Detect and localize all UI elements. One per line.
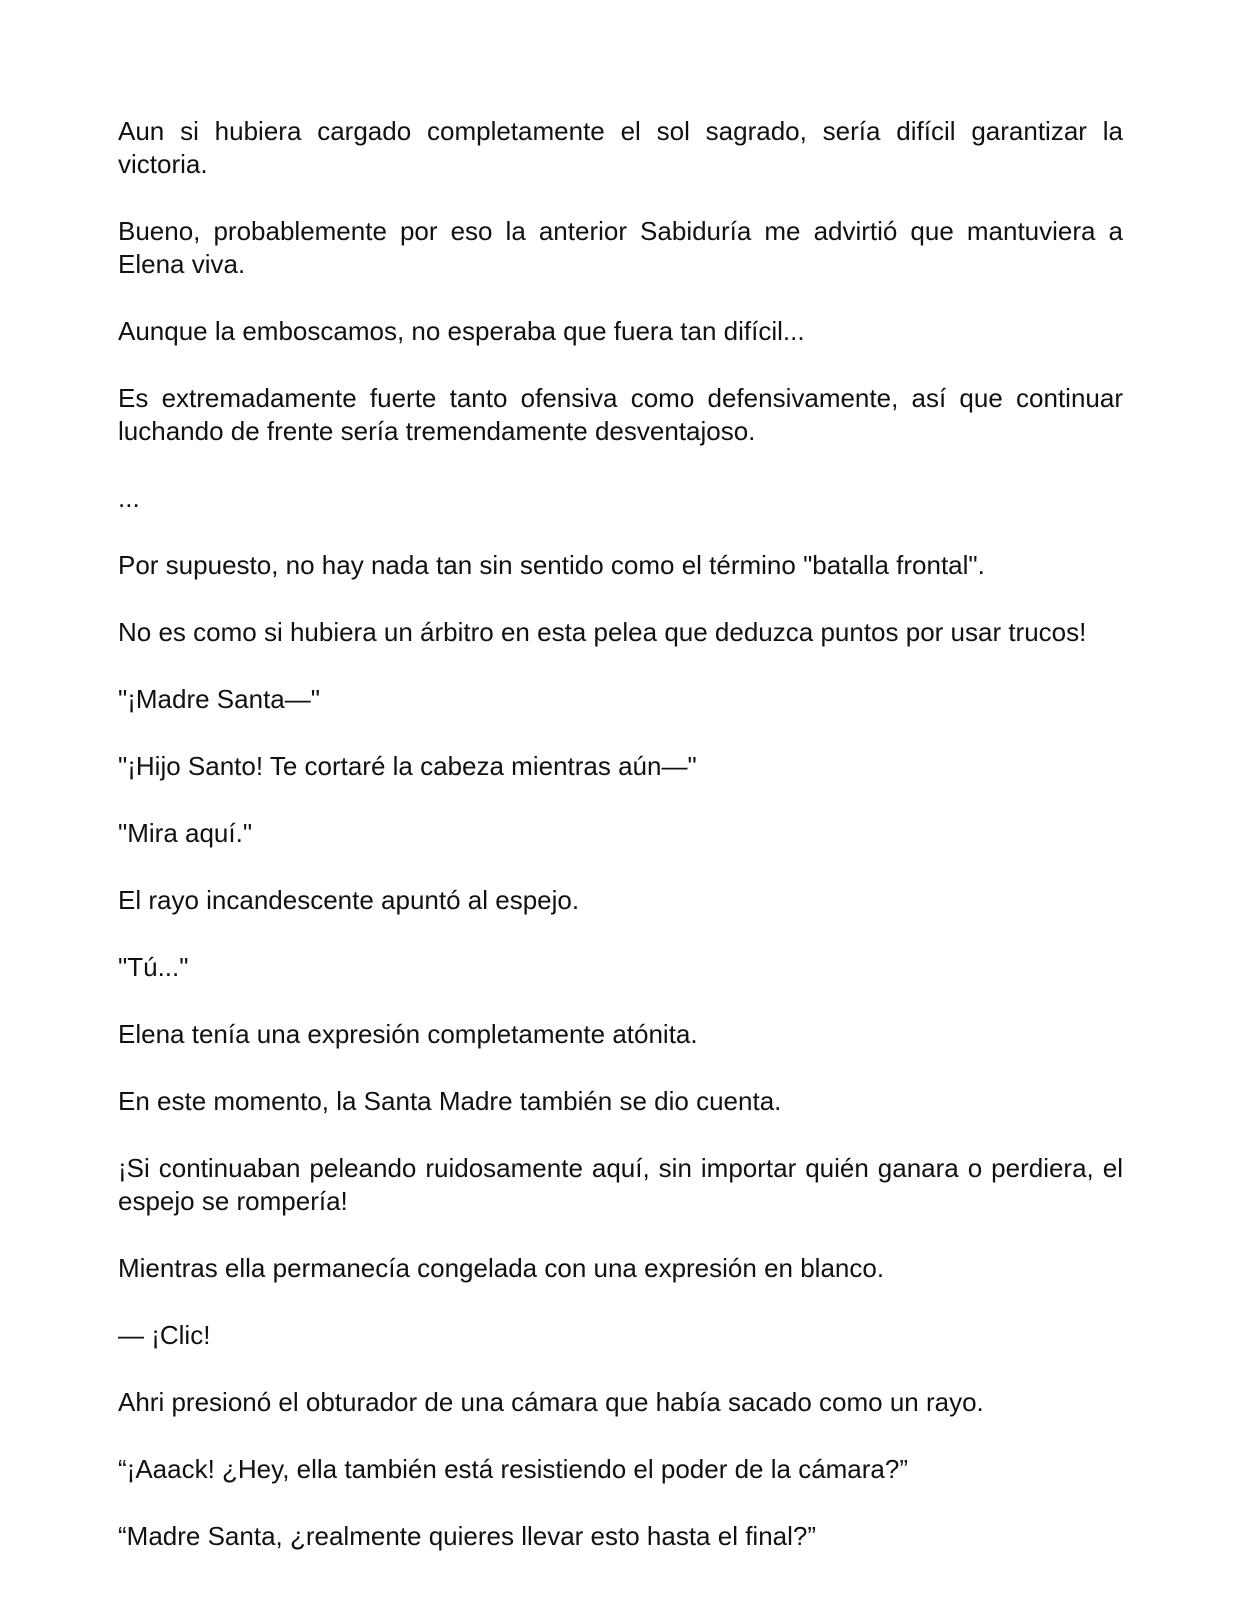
paragraph-3: Aunque la emboscamos, no esperaba que fuera tan difícil... xyxy=(118,316,805,346)
paragraph-20: “Madre Santa, ¿realmente quieres llevar esto hasta el final?” xyxy=(118,1521,817,1551)
paragraph-14: En este momento, la Santa Madre también se dio cuenta. xyxy=(118,1086,782,1116)
paragraph-6: Por supuesto, no hay nada tan sin sentido como el término "batalla frontal". xyxy=(118,550,985,580)
paragraph-7: No es como si hubiera un árbitro en esta pelea que deduzca puntos por usar trucos! xyxy=(118,617,1087,647)
paragraph-10: "Mira aquí." xyxy=(118,818,253,848)
paragraph-18: Ahri presionó el obturador de una cámara que había sacado como un rayo. xyxy=(118,1387,984,1417)
paragraph-17: — ¡Clic! xyxy=(118,1320,211,1350)
paragraph-12: "Tú..." xyxy=(118,952,189,982)
paragraph-8: "¡Madre Santa—" xyxy=(118,684,320,714)
paragraph-9: "¡Hijo Santo! Te cortaré la cabeza mientras aún—" xyxy=(118,751,697,781)
paragraph-13: Elena tenía una expresión completamente atónita. xyxy=(118,1019,698,1049)
paragraph-15: ¡Si continuaban peleando ruidosamente aquí, sin importar quién ganara o perdiera, el espejo se rompería! xyxy=(118,1153,1123,1216)
paragraph-11: El rayo incandescente apuntó al espejo. xyxy=(118,885,580,915)
paragraph-19: “¡Aaack! ¿Hey, ella también está resistiendo el poder de la cámara?” xyxy=(118,1454,909,1484)
paragraph-16: Mientras ella permanecía congelada con una expresión en blanco. xyxy=(118,1253,885,1283)
paragraph-4: Es extremadamente fuerte tanto ofensiva como defensivamente, así que continuar luchando de frente sería tremendamente desventajoso. xyxy=(118,383,1123,446)
paragraph-5: ... xyxy=(118,483,140,513)
document-page xyxy=(118,115,1123,1587)
paragraph-2: Bueno, probablemente por eso la anterior Sabiduría me advirtió que mantuviera a Elena viva. xyxy=(118,216,1123,279)
paragraph-1: Aun si hubiera cargado completamente el sol sagrado, sería difícil garantizar la victoria. xyxy=(118,116,1123,179)
